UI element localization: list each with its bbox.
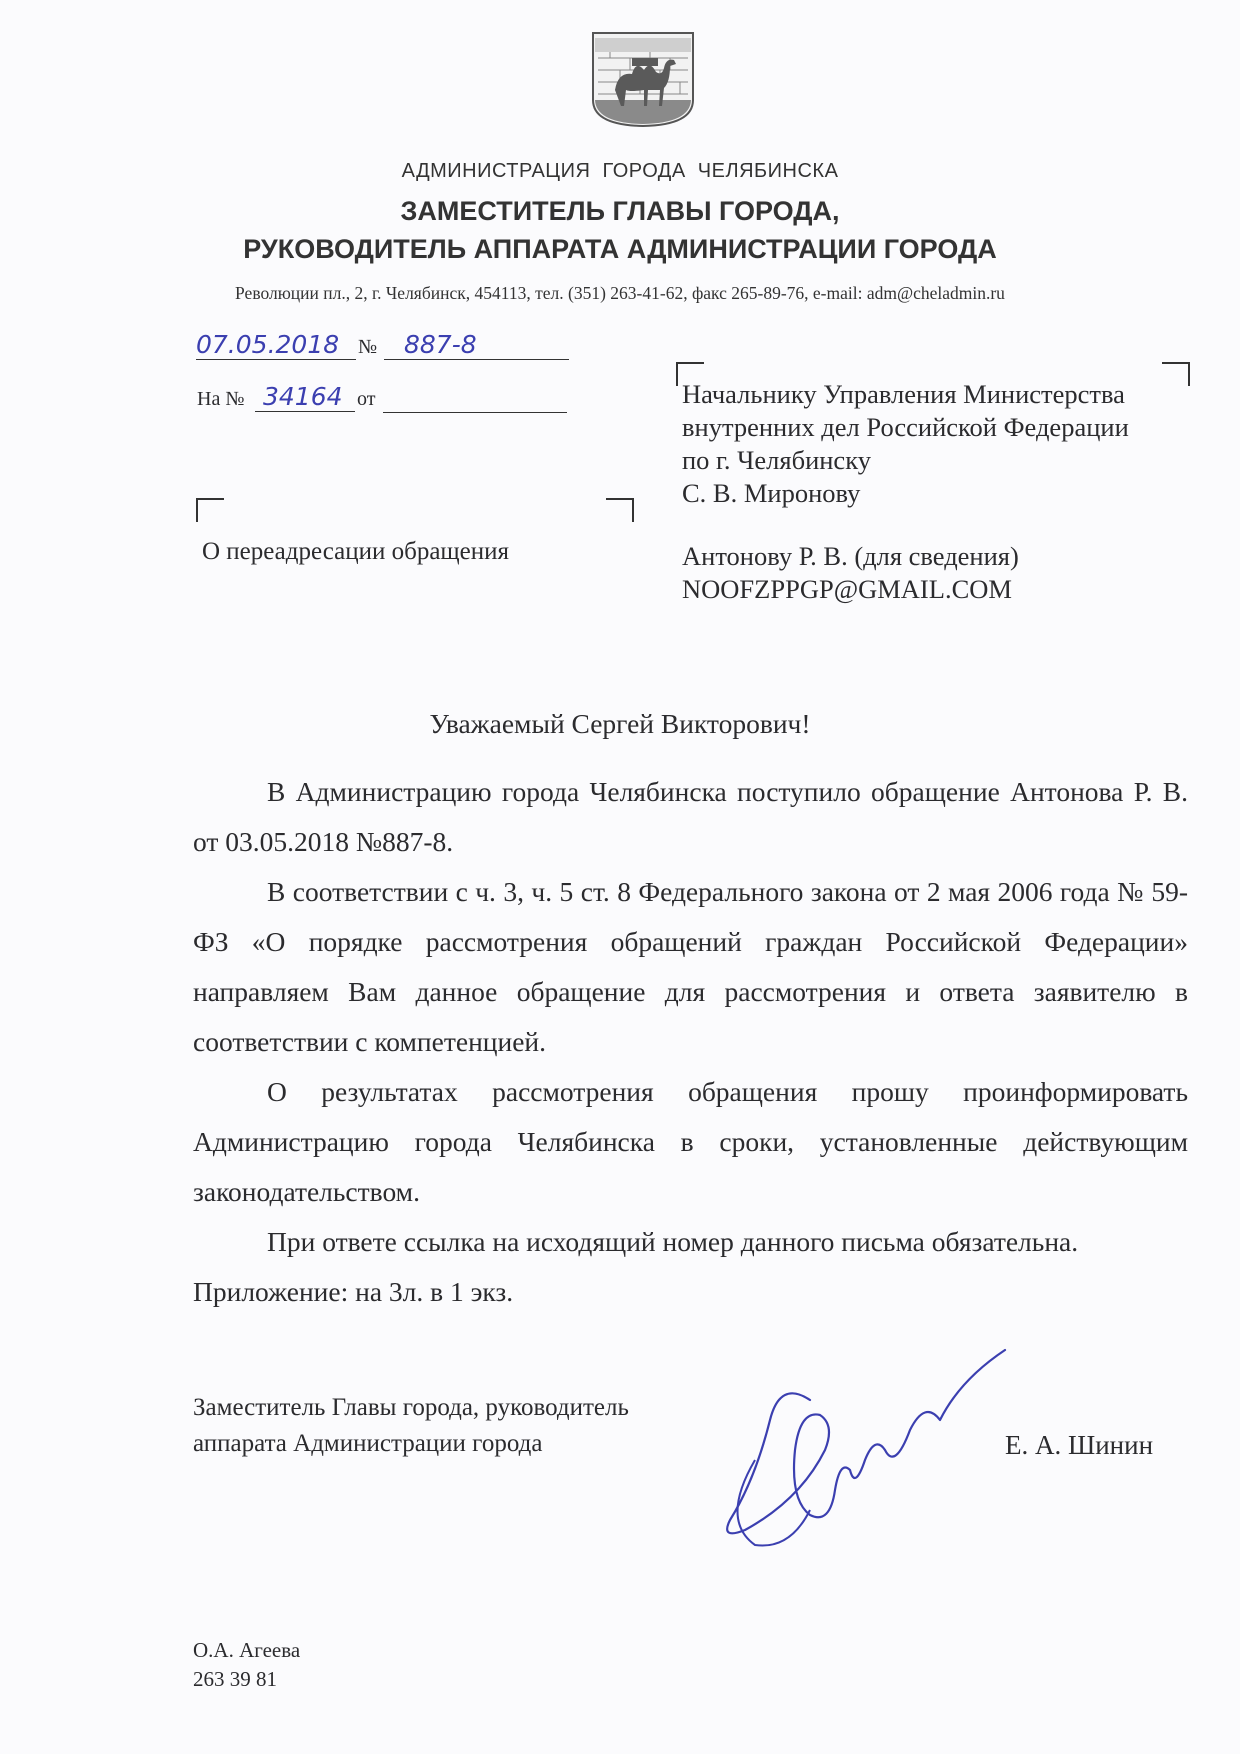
reference-label: На № <box>197 388 245 410</box>
coat-of-arms <box>590 30 696 128</box>
organization-name: АДМИНИСТРАЦИЯ ГОРОДА ЧЕЛЯБИНСКА <box>401 160 839 182</box>
subject-line: О переадресации обращения <box>202 538 510 565</box>
body-paragraph-2: В соответствии с ч. 3, ч. 5 ст. 8 Федерального закона от 2 мая 2006 года № 59-ФЗ «О порядке рассмотрения обращений граждан Российской Федерации» направляем Вам данное обращение для рассмотрения и ответа заявителю в соответствии с компетенцией. <box>193 876 1188 1057</box>
body-paragraph-3: О результатах рассмотрения обращения прошу проинформировать Администрацию города Челябинска в сроки, установленные действующим законодательством. <box>193 1076 1188 1207</box>
number-label: № <box>358 336 378 358</box>
reference-date <box>383 382 567 413</box>
official-title-line1: ЗАМЕСТИТЕЛЬ ГЛАВЫ ГОРОДА, <box>400 196 840 226</box>
camel-emblem-icon <box>590 30 696 128</box>
subject-corner-left <box>196 498 224 522</box>
executor-block <box>193 1636 300 1694</box>
copy-recipient-email: NOOFZPPGP@GMAIL.COM <box>682 574 1012 604</box>
official-title-line2: РУКОВОДИТЕЛЬ АППАРАТА АДМИНИСТРАЦИИ ГОРОДА <box>243 234 997 264</box>
handwritten-signature <box>660 1340 1060 1550</box>
recipient-block <box>682 378 1202 606</box>
outgoing-date: 07.05.2018 <box>196 330 356 360</box>
executor-name: О.А. Агеева <box>193 1638 301 1662</box>
subject-corner-right <box>606 498 634 522</box>
reference-number: 34164 <box>255 382 355 412</box>
letter-body <box>193 767 1188 1317</box>
reference-registration <box>197 382 577 418</box>
signatory-position <box>193 1390 629 1462</box>
copy-recipient: Антонову Р. В. (для сведения) <box>682 541 1019 571</box>
greeting: Уважаемый Сергей Викторович! <box>429 708 811 739</box>
signatory-name: Е. А. Шинин <box>1005 1430 1154 1460</box>
outgoing-registration <box>190 330 570 366</box>
attachment-note: Приложение: на 3л. в 1 экз. <box>193 1276 514 1307</box>
position-line1: Заместитель Главы города, руководитель <box>193 1394 629 1421</box>
recipient-line4: С. В. Миронову <box>682 478 861 508</box>
address-line: Революции пл., 2, г. Челябинск, 454113, тел. (351) 263-41-62, факс 265-89-76, e-mail: adm@cheladmin.ru <box>235 283 1005 303</box>
body-paragraph-1: В Администрацию города Челябинска поступило обращение Антонова Р. В. от 03.05.2018 №887-8. <box>193 776 1188 857</box>
executor-phone: 263 39 81 <box>193 1667 277 1691</box>
recipient-line2: внутренних дел Российской Федерации <box>682 412 1129 442</box>
outgoing-number: 887-8 <box>384 330 569 360</box>
position-line2: аппарата Администрации города <box>193 1430 543 1457</box>
recipient-line1: Начальнику Управления Министерства <box>682 379 1125 409</box>
body-paragraph-4: При ответе ссылка на исходящий номер данного письма обязательна. <box>267 1226 1079 1257</box>
reference-from-label: от <box>357 388 376 410</box>
signature-icon <box>660 1340 1060 1550</box>
recipient-line3: по г. Челябинску <box>682 445 871 475</box>
